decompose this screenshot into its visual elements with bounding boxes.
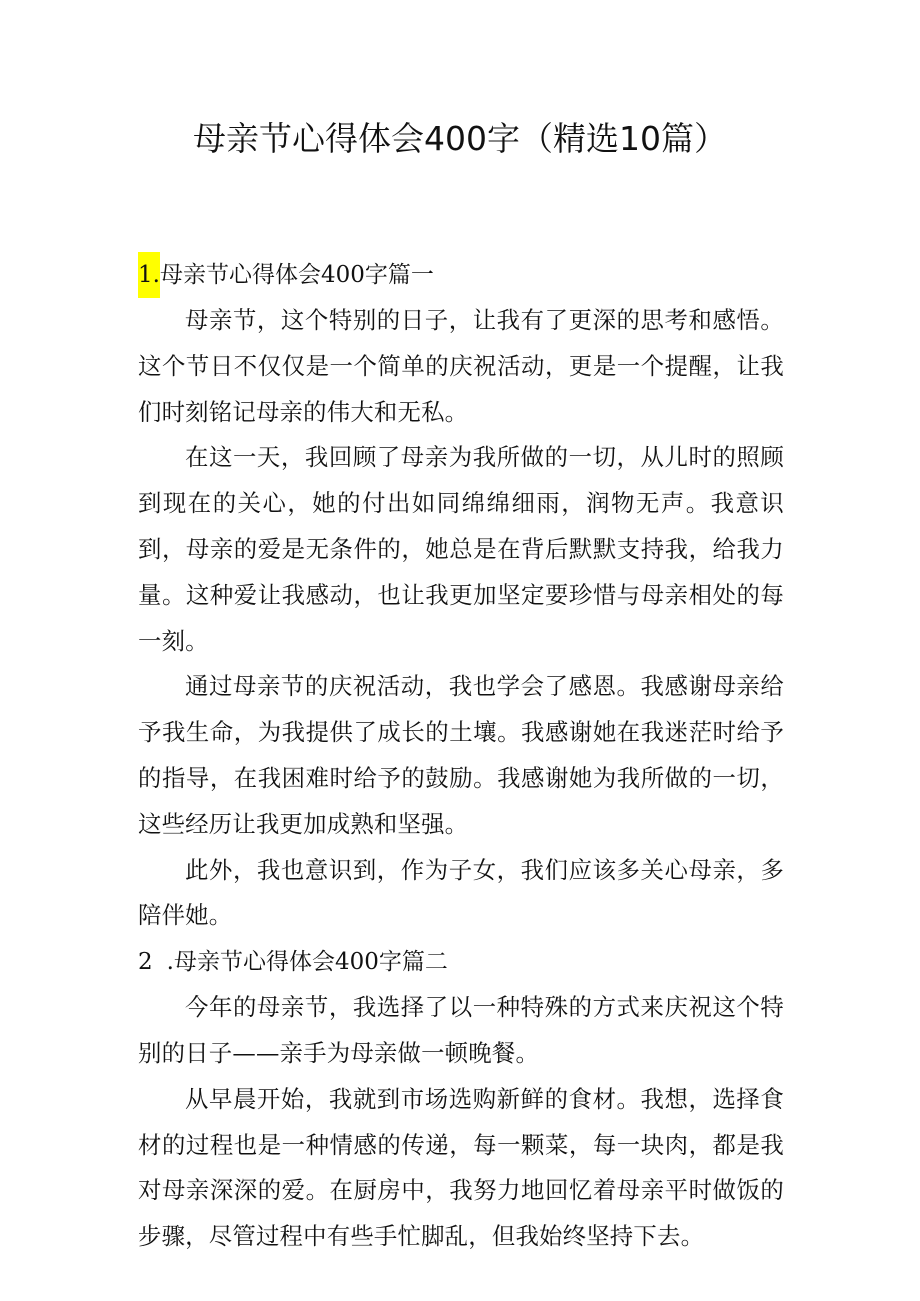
- paragraph: 从早晨开始，我就到市场选购新鲜的食材。我想，选择食材的过程也是一种情感的传递，每一颗菜，每一块肉，都是我对母亲深深的爱。在厨房中，我努力地回忆着母亲平时做饭的步骤，尽管过程中有些手忙脚乱，但我始终坚持下去。: [138, 1084, 784, 1251]
- section-heading-text: .母亲节心得体会400字篇二: [166, 949, 448, 976]
- paragraph: 此外，我也意识到，作为子女，我们应该多关心母亲，多陪伴她。: [138, 855, 784, 930]
- paragraph: 今年的母亲节，我选择了以一种特殊的方式来庆祝这个特别的日子——亲手为母亲做一顿晚餐。: [138, 993, 784, 1067]
- paragraph: 母亲节，这个特别的日子，让我有了更深的思考和感悟。这个节日不仅仅是一个简单的庆祝活动，更是一个提醒，让我们时刻铭记母亲的伟大和无私。: [138, 306, 784, 426]
- paragraph: 通过母亲节的庆祝活动，我也学会了感恩。我感谢母亲给予我生命，为我提供了成长的土壤。我感谢她在我迷茫时给予的指导，在我困难时给予的鼓励。我感谢她为我所做的一切，这些经历让我更加成熟和坚强。: [138, 672, 784, 838]
- section-number-highlighted: 1.: [138, 252, 160, 298]
- section-number: 2: [138, 949, 153, 976]
- section-heading: [138, 939, 784, 985]
- section-heading: [138, 252, 784, 298]
- section-1: [138, 252, 784, 939]
- document-body: [138, 252, 784, 1260]
- document-title: 母亲节心得体会400字（精选10篇）: [193, 119, 727, 158]
- section-2: [138, 939, 784, 1260]
- paragraph: 在这一天，我回顾了母亲为我所做的一切，从儿时的照顾到现在的关心，她的付出如同绵绵细雨，润物无声。我意识到，母亲的爱是无条件的，她总是在背后默默支持我，给我力量。这种爱让我感动，也让我更加坚定要珍惜与母亲相处的每一刻。: [138, 443, 784, 655]
- section-heading-text: 母亲节心得体会400字篇一: [159, 262, 434, 288]
